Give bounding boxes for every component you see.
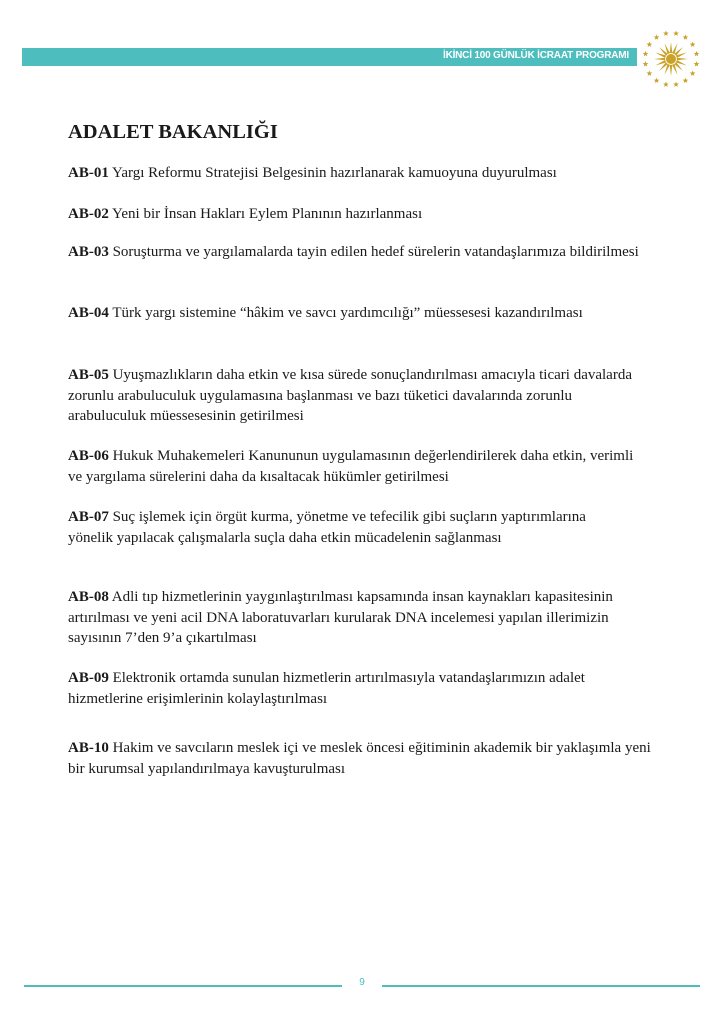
item-text: Soruşturma ve yargılamalarda tayin edilen hedef sürelerin vatandaşlarımıza bildirilmesi xyxy=(112,244,639,260)
header-band xyxy=(22,48,637,66)
seal-star xyxy=(663,31,669,36)
footer-rule-left xyxy=(24,985,342,987)
seal-star xyxy=(690,42,696,47)
seal-star xyxy=(643,51,649,56)
seal-star xyxy=(694,61,700,66)
seal-star xyxy=(663,82,669,87)
action-item-ab-02 xyxy=(68,204,658,225)
item-code: AB-06 xyxy=(68,448,109,464)
seal-star xyxy=(643,61,649,66)
item-text: Yeni bir İnsan Hakları Eylem Planının hazırlanması xyxy=(112,206,423,222)
item-text: Hukuk Muhakemeleri Kanununun uygulamasının değerlendirilerek daha etkin, verimli ve yargılama sürelerini daha da kısaltacak hükümler getirilmesi xyxy=(68,448,634,485)
item-code: AB-01 xyxy=(68,165,109,181)
seal-star xyxy=(647,70,653,75)
section-title: ADALET BAKANLIĞI xyxy=(68,121,278,143)
action-item-ab-07 xyxy=(68,507,608,548)
seal-ray xyxy=(677,58,688,61)
seal-star xyxy=(647,42,653,47)
page-number: 9 xyxy=(359,977,365,988)
item-text: Suç işlemek için örgüt kurma, yönetme ve tefecilik gibi suçların yaptırımlarına yönelik yapılacak çalışmalarla suçla daha etkin mücadelenin sağlanması xyxy=(68,509,586,546)
action-item-ab-03 xyxy=(68,242,658,263)
action-item-ab-08 xyxy=(68,587,633,649)
item-code: AB-07 xyxy=(68,509,109,525)
item-code: AB-08 xyxy=(68,589,109,605)
item-text: Adli tıp hizmetlerinin yaygınlaştırılması kapsamında insan kaynakları kapasitesinin artırılması ve yeni acil DNA laboratuvarları kurularak DNA incelemesi yapılan illerimizin sayısının 7’den 9’a çıkartılması xyxy=(68,589,613,646)
seal-ray xyxy=(670,42,673,53)
item-code: AB-09 xyxy=(68,670,109,686)
seal-star xyxy=(690,70,696,75)
seal-ray xyxy=(670,65,673,76)
item-code: AB-04 xyxy=(68,305,109,321)
item-code: AB-03 xyxy=(68,244,109,260)
seal-star xyxy=(673,31,679,36)
presidential-seal-icon xyxy=(640,28,702,90)
program-title: İKİNCİ 100 GÜNLÜK İCRAAT PROGRAMI xyxy=(442,50,629,61)
action-item-ab-01 xyxy=(68,163,658,184)
item-text: Türk yargı sistemine “hâkim ve savcı yardımcılığı” müessesesi kazandırılması xyxy=(112,305,583,321)
seal-ray xyxy=(654,58,665,61)
item-text: Elektronik ortamda sunulan hizmetlerin artırılmasıyla vatandaşlarımızın adalet hizmetlerine erişimlerinin kolaylaştırılması xyxy=(68,670,585,707)
item-code: AB-10 xyxy=(68,740,109,756)
action-item-ab-09 xyxy=(68,668,628,709)
item-text: Hakim ve savcıların meslek içi ve meslek öncesi eğitiminin akademik bir yaklaşımla yeni bir kurumsal yapılandırılmaya kavuşturulması xyxy=(68,740,651,777)
seal-sun xyxy=(654,42,688,76)
seal-star xyxy=(654,34,660,39)
action-item-ab-04 xyxy=(68,303,588,324)
item-text: Yargı Reformu Stratejisi Belgesinin hazırlanarak kamuoyuna duyurulması xyxy=(112,165,557,181)
seal-core xyxy=(666,54,676,64)
item-code: AB-05 xyxy=(68,367,109,383)
seal-star xyxy=(673,82,679,87)
action-item-ab-06 xyxy=(68,446,643,487)
seal-star xyxy=(654,78,660,83)
seal-star xyxy=(694,51,700,56)
seal-star xyxy=(683,78,689,83)
action-item-ab-05 xyxy=(68,365,638,427)
item-code: AB-02 xyxy=(68,206,109,222)
item-text: Uyuşmazlıkların daha etkin ve kısa sürede sonuçlandırılması amacıyla ticari davalarda zorunlu arabuluculuk uygulamasına başlanması ve bazı tüketici davalarında zorunlu arabuluculuk müessesesinin getirilmesi xyxy=(68,367,632,424)
footer-rule-right xyxy=(382,985,700,987)
action-item-ab-10 xyxy=(68,738,653,779)
seal-star xyxy=(683,34,689,39)
